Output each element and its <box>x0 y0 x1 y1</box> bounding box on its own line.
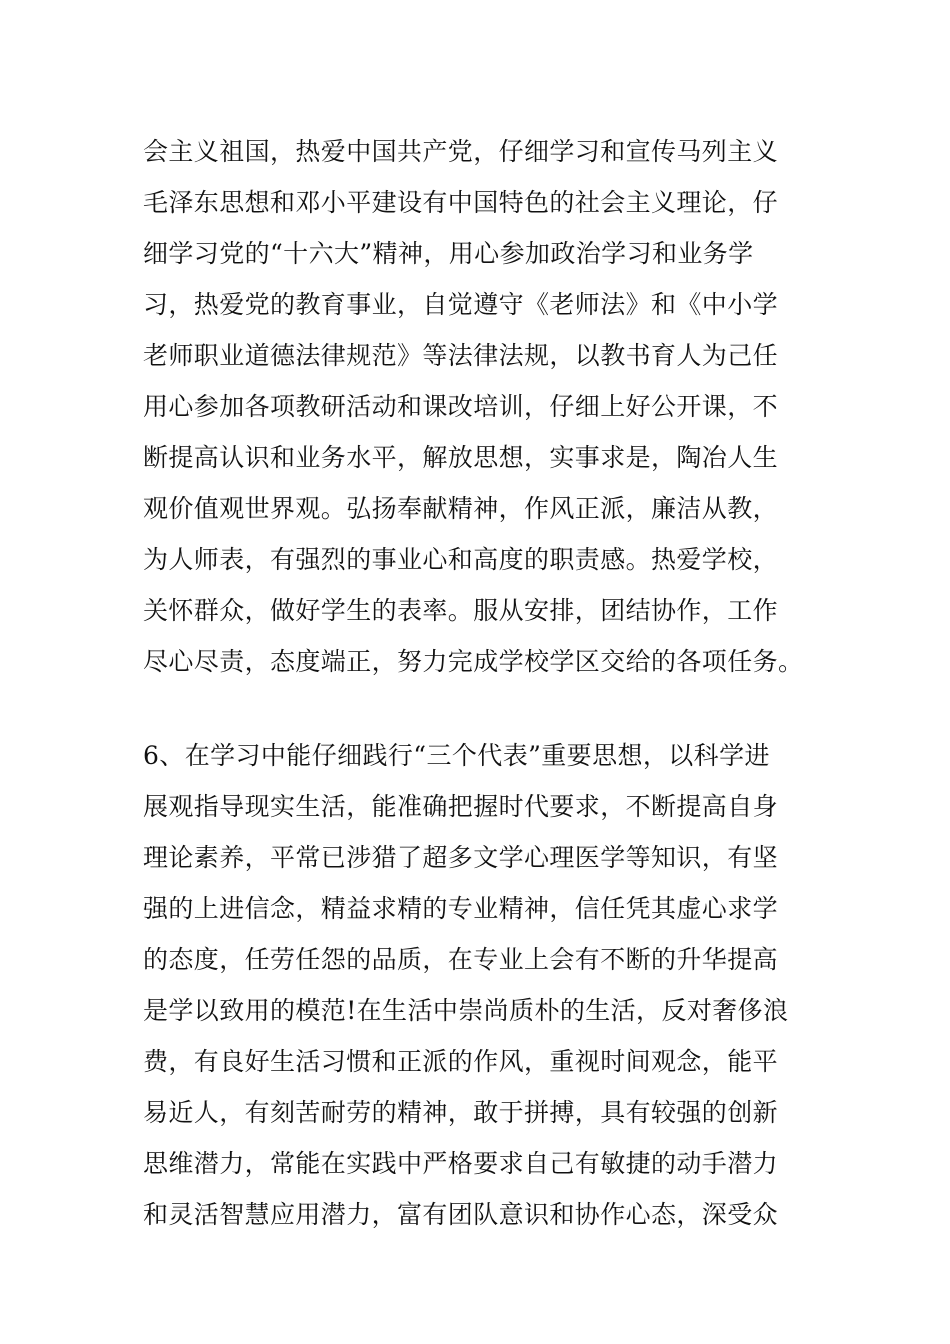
text-line: 和灵活智慧应用潜力，富有团队意识和协作心态，深受众 <box>143 1200 779 1229</box>
text-line: 断提高认识和业务水平，解放思想，实事求是，陶冶人生 <box>143 443 779 472</box>
text-line: 6、在学习中能仔细践行“三个代表”重要思想，以科学进 <box>143 741 770 770</box>
text-line: 关怀群众，做好学生的表率。服从安排，团结协作，工作 <box>143 596 779 625</box>
text-line: 思维潜力，常能在实践中严格要求自己有敏捷的动手潜力 <box>143 1149 779 1178</box>
text-line: 的态度，任劳任怨的品质，在专业上会有不断的升华提高 <box>143 945 779 974</box>
text-line: 细学习党的“十六大”精神，用心参加政治学习和业务学 <box>143 239 754 268</box>
paragraph-2 <box>143 730 815 1240</box>
paragraph-1 <box>143 126 815 687</box>
text-line: 为人师表，有强烈的事业心和高度的职责感。热爱学校， <box>143 545 779 574</box>
text-line: 用心参加各项教研活动和课改培训，仔细上好公开课，不 <box>143 392 779 421</box>
text-line: 是学以致用的模范!在生活中崇尚质朴的生活，反对奢侈浪 <box>143 996 789 1025</box>
text-line: 毛泽东思想和邓小平建设有中国特色的社会主义理论，仔 <box>143 188 779 217</box>
text-line: 理论素养，平常已涉猎了超多文学心理医学等知识，有坚 <box>143 843 779 872</box>
text-line: 展观指导现实生活，能准确把握时代要求，不断提高自身 <box>143 792 779 821</box>
document-body <box>143 126 815 1240</box>
text-line: 观价值观世界观。弘扬奉献精神，作风正派，廉洁从教， <box>143 494 779 523</box>
text-line: 易近人，有刻苦耐劳的精神，敢于拼搏，具有较强的创新 <box>143 1098 779 1127</box>
text-line: 习，热爱党的教育事业，自觉遵守《老师法》和《中小学 <box>143 290 779 319</box>
text-line: 老师职业道德法律规范》等法律法规，以教书育人为己任 <box>143 341 779 370</box>
text-line: 尽心尽责，态度端正，努力完成学校学区交给的各项任务。 <box>143 647 804 676</box>
paragraph-gap <box>143 687 815 730</box>
text-line: 会主义祖国，热爱中国共产党，仔细学习和宣传马列主义 <box>143 137 779 166</box>
text-line: 费，有良好生活习惯和正派的作风，重视时间观念，能平 <box>143 1047 779 1076</box>
text-line: 强的上进信念，精益求精的专业精神，信任凭其虚心求学 <box>143 894 779 923</box>
